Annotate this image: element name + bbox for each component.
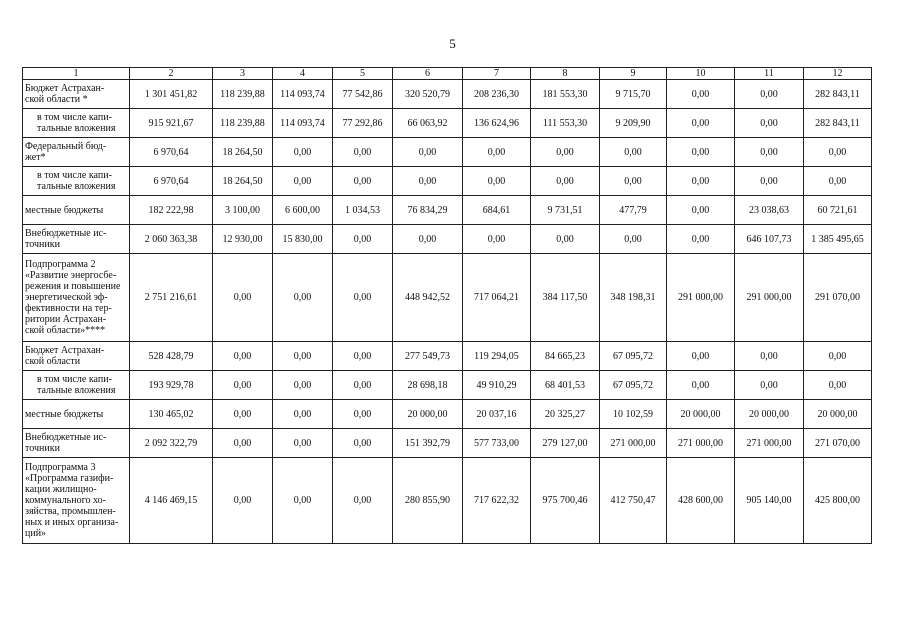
value-cell: 77 542,86 [333,80,393,109]
row-label: Внебюджетные ис- точники [23,225,130,254]
value-cell: 684,61 [463,196,531,225]
budget-table [22,67,872,544]
value-cell: 975 700,46 [531,458,600,544]
row-label: Федеральный бюд- жет* [23,138,130,167]
value-cell: 412 750,47 [600,458,667,544]
value-cell: 271 070,00 [804,429,872,458]
value-cell: 477,79 [600,196,667,225]
value-cell: 0,00 [273,458,333,544]
value-cell: 118 239,88 [213,109,273,138]
value-cell: 0,00 [463,167,531,196]
row-label: Подпрограмма 2 «Развитие энергосбе- режения и повышение энергетической эф- фективности на тер- ритории Астрахан- ской области»**** [23,254,130,342]
column-number-7: 7 [463,68,531,80]
value-cell: 18 264,50 [213,138,273,167]
value-cell: 119 294,05 [463,342,531,371]
value-cell: 20 000,00 [393,400,463,429]
value-cell: 0,00 [213,254,273,342]
value-cell: 60 721,61 [804,196,872,225]
value-cell: 348 198,31 [600,254,667,342]
value-cell: 0,00 [463,225,531,254]
value-cell: 18 264,50 [213,167,273,196]
value-cell: 68 401,53 [531,371,600,400]
value-cell: 0,00 [273,167,333,196]
table-row [23,138,872,167]
value-cell: 271 000,00 [667,429,735,458]
row-label: местные бюджеты [23,400,130,429]
value-cell: 136 624,96 [463,109,531,138]
value-cell: 0,00 [463,138,531,167]
value-cell: 118 239,88 [213,80,273,109]
value-cell: 0,00 [804,371,872,400]
column-number-5: 5 [333,68,393,80]
table-row [23,196,872,225]
value-cell: 1 301 451,82 [130,80,213,109]
value-cell: 0,00 [735,138,804,167]
value-cell: 0,00 [333,138,393,167]
value-cell: 0,00 [213,458,273,544]
value-cell: 384 117,50 [531,254,600,342]
value-cell: 0,00 [333,371,393,400]
value-cell: 0,00 [667,196,735,225]
value-cell: 0,00 [667,371,735,400]
table-row [23,225,872,254]
table-body [23,68,872,544]
value-cell: 1 385 495,65 [804,225,872,254]
value-cell: 0,00 [804,342,872,371]
value-cell: 282 843,11 [804,109,872,138]
value-cell: 0,00 [333,429,393,458]
value-cell: 320 520,79 [393,80,463,109]
value-cell: 2 751 216,61 [130,254,213,342]
value-cell: 15 830,00 [273,225,333,254]
value-cell: 130 465,02 [130,400,213,429]
value-cell: 6 970,64 [130,167,213,196]
value-cell: 0,00 [333,167,393,196]
value-cell: 0,00 [735,342,804,371]
value-cell: 84 665,23 [531,342,600,371]
column-number-4: 4 [273,68,333,80]
value-cell: 0,00 [273,371,333,400]
value-cell: 181 553,30 [531,80,600,109]
value-cell: 77 292,86 [333,109,393,138]
row-label: в том числе капи- тальные вложения [23,371,130,400]
row-label: в том числе капи- тальные вложения [23,167,130,196]
column-number-9: 9 [600,68,667,80]
value-cell: 0,00 [393,225,463,254]
value-cell: 646 107,73 [735,225,804,254]
value-cell: 20 325,27 [531,400,600,429]
value-cell: 448 942,52 [393,254,463,342]
column-number-3: 3 [213,68,273,80]
value-cell: 2 092 322,79 [130,429,213,458]
value-cell: 0,00 [667,342,735,371]
value-cell: 9 715,70 [600,80,667,109]
row-label: Бюджет Астрахан- ской области * [23,80,130,109]
value-cell: 577 733,00 [463,429,531,458]
value-cell: 0,00 [667,167,735,196]
value-cell: 271 000,00 [600,429,667,458]
value-cell: 279 127,00 [531,429,600,458]
value-cell: 425 800,00 [804,458,872,544]
value-cell: 23 038,63 [735,196,804,225]
value-cell: 0,00 [273,342,333,371]
value-cell: 9 731,51 [531,196,600,225]
table-row [23,429,872,458]
value-cell: 0,00 [804,138,872,167]
value-cell: 114 093,74 [273,80,333,109]
row-label: Бюджет Астрахан- ской области [23,342,130,371]
value-cell: 67 095,72 [600,371,667,400]
value-cell: 0,00 [333,400,393,429]
table-row [23,167,872,196]
value-cell: 67 095,72 [600,342,667,371]
value-cell: 0,00 [531,225,600,254]
column-number-8: 8 [531,68,600,80]
value-cell: 0,00 [667,138,735,167]
value-cell: 717 622,32 [463,458,531,544]
value-cell: 905 140,00 [735,458,804,544]
value-cell: 208 236,30 [463,80,531,109]
value-cell: 0,00 [393,138,463,167]
value-cell: 291 000,00 [667,254,735,342]
value-cell: 0,00 [667,80,735,109]
column-number-1: 1 [23,68,130,80]
value-cell: 20 000,00 [804,400,872,429]
value-cell: 12 930,00 [213,225,273,254]
row-label: Внебюджетные ис- точники [23,429,130,458]
value-cell: 111 553,30 [531,109,600,138]
table-row [23,458,872,544]
value-cell: 0,00 [600,225,667,254]
value-cell: 528 428,79 [130,342,213,371]
value-cell: 0,00 [600,138,667,167]
column-number-12: 12 [804,68,872,80]
value-cell: 915 921,67 [130,109,213,138]
column-number-6: 6 [393,68,463,80]
value-cell: 271 000,00 [735,429,804,458]
value-cell: 0,00 [333,225,393,254]
value-cell: 0,00 [273,138,333,167]
table-row [23,80,872,109]
value-cell: 6 970,64 [130,138,213,167]
value-cell: 20 000,00 [735,400,804,429]
value-cell: 291 000,00 [735,254,804,342]
value-cell: 0,00 [667,109,735,138]
row-label: местные бюджеты [23,196,130,225]
value-cell: 28 698,18 [393,371,463,400]
column-number-header-row [23,68,872,80]
value-cell: 0,00 [213,371,273,400]
value-cell: 0,00 [213,342,273,371]
table-row [23,109,872,138]
value-cell: 0,00 [213,400,273,429]
value-cell: 114 093,74 [273,109,333,138]
column-number-10: 10 [667,68,735,80]
value-cell: 0,00 [213,429,273,458]
value-cell: 277 549,73 [393,342,463,371]
table-row [23,342,872,371]
value-cell: 3 100,00 [213,196,273,225]
value-cell: 0,00 [531,167,600,196]
value-cell: 6 600,00 [273,196,333,225]
row-label: в том числе капи- тальные вложения [23,109,130,138]
row-label: Подпрограмма 3 «Программа газифи- кации жилищно- коммунального хо- зяйства, промышлен- ных и иных организа- ций» [23,458,130,544]
value-cell: 20 000,00 [667,400,735,429]
value-cell: 0,00 [735,80,804,109]
value-cell: 0,00 [333,458,393,544]
value-cell: 0,00 [667,225,735,254]
value-cell: 1 034,53 [333,196,393,225]
value-cell: 49 910,29 [463,371,531,400]
value-cell: 4 146 469,15 [130,458,213,544]
column-number-2: 2 [130,68,213,80]
value-cell: 0,00 [393,167,463,196]
page-number: 5 [449,36,456,51]
value-cell: 0,00 [273,429,333,458]
value-cell: 193 929,78 [130,371,213,400]
value-cell: 20 037,16 [463,400,531,429]
table-row [23,400,872,429]
value-cell: 10 102,59 [600,400,667,429]
value-cell: 0,00 [735,371,804,400]
column-number-11: 11 [735,68,804,80]
value-cell: 2 060 363,38 [130,225,213,254]
value-cell: 9 209,90 [600,109,667,138]
value-cell: 0,00 [333,254,393,342]
value-cell: 282 843,11 [804,80,872,109]
table-row [23,371,872,400]
value-cell: 66 063,92 [393,109,463,138]
value-cell: 0,00 [273,254,333,342]
value-cell: 717 064,21 [463,254,531,342]
value-cell: 428 600,00 [667,458,735,544]
value-cell: 0,00 [333,342,393,371]
value-cell: 182 222,98 [130,196,213,225]
value-cell: 280 855,90 [393,458,463,544]
value-cell: 76 834,29 [393,196,463,225]
value-cell: 151 392,79 [393,429,463,458]
value-cell: 0,00 [804,167,872,196]
value-cell: 0,00 [735,167,804,196]
value-cell: 0,00 [273,400,333,429]
value-cell: 0,00 [735,109,804,138]
table-row [23,254,872,342]
value-cell: 0,00 [531,138,600,167]
value-cell: 291 070,00 [804,254,872,342]
value-cell: 0,00 [600,167,667,196]
